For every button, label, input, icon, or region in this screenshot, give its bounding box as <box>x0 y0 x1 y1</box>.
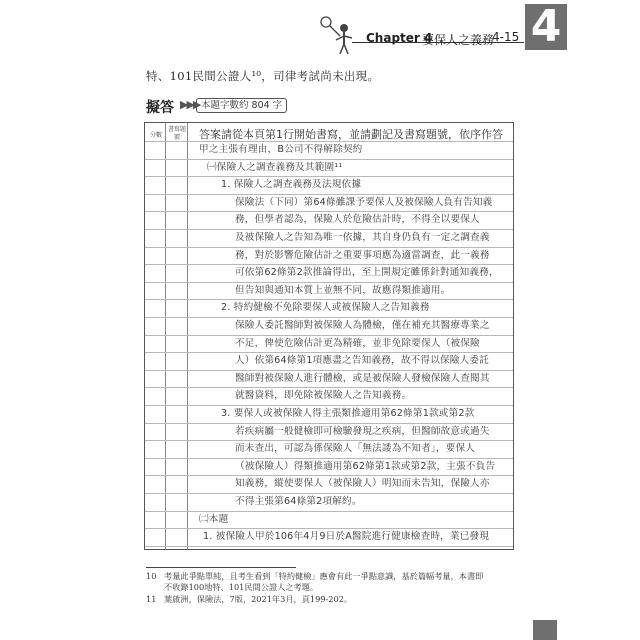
sheet-rule <box>145 317 513 318</box>
numbering-column-header: 書寫題號 <box>167 126 186 141</box>
header-figure-icon <box>314 10 360 56</box>
answer-line: 而未查出，可認為係保險人「無法諉為不知者」，要保人 <box>235 443 476 455</box>
answer-line: 保險人委託醫師對被保險人為體檢，僅在補充其醫療專業之 <box>235 320 490 331</box>
sheet-rule <box>145 440 513 441</box>
footnote-number: 10 <box>146 571 157 581</box>
footnote-text: 葉啟洲，保險法，7版，2021年3月，頁199-202。 <box>164 594 353 604</box>
sheet-rule <box>145 352 513 353</box>
answer-line: 可依第62條第2款推論得出，至上開規定雖係針對通知義務， <box>235 267 499 279</box>
answer-line: （被保險人）得類推適用第62條第1款或第2款，主張不負告 <box>235 460 496 472</box>
answer-line: 1. 被保險人甲於106年4月9日於A醫院進行健康檢查時，業已發現 <box>203 531 490 543</box>
answer-line: ㈡本題 <box>199 513 229 525</box>
answer-heading: 擬答 <box>146 100 174 116</box>
column-divider <box>187 123 188 549</box>
sheet-rule <box>145 282 513 283</box>
answer-line: 就醫資料，即免除被保險人之告知義務。 <box>235 390 412 402</box>
answer-line: 不足，俾使危險估計更為精確，並非免除要保人（被保險 <box>235 337 480 349</box>
footnote-rule <box>146 567 296 568</box>
sheet-rule <box>145 546 513 547</box>
answer-line: 甲之主張有理由，B公司不得解除契約 <box>199 144 363 155</box>
sheet-rule <box>145 194 513 195</box>
sheet-rule <box>145 176 513 177</box>
score-column-header: 分數 <box>149 132 162 139</box>
sheet-rule <box>145 211 513 212</box>
page-number: 4-15 <box>492 30 520 44</box>
page-corner-tab <box>533 620 557 640</box>
arrows-icon: ▶▶▶ <box>180 98 200 111</box>
sheet-rule <box>145 159 513 160</box>
sheet-rule <box>145 141 513 142</box>
answer-line: 但告知與通知本質上並無不同，故應得類推適用。 <box>235 284 451 296</box>
sheet-rule <box>145 493 513 494</box>
sheet-rule <box>145 475 513 476</box>
answer-line: 人）依第64條第1項應盡之告知義務，故不得以保險人委託 <box>235 355 489 367</box>
sheet-rule <box>145 423 513 424</box>
footnote-number: 11 <box>146 594 157 604</box>
sheet-rule <box>145 387 513 388</box>
sheet-rule <box>145 229 513 230</box>
sheet-rule <box>145 370 513 371</box>
column-divider <box>165 123 166 549</box>
answer-line: 若疾病屬一般健檢即可檢驗發現之疾病，但醫師故意或過失 <box>235 425 490 437</box>
answer-line: 不得主張第64條第2項解約。 <box>235 496 362 507</box>
answer-line: ㈠保險人之調查義務及其範圍¹¹ <box>207 161 343 173</box>
answer-line: 1. 保險人之調查義務及法規依據 <box>221 179 362 191</box>
answer-line: 及被保險人之告知為唯一依據，其自身仍負有一定之調查義 <box>235 232 490 243</box>
chapter-label: Chapter 4 <box>366 31 433 45</box>
sheet-rule <box>145 247 513 248</box>
sheet-rule <box>145 511 513 512</box>
intro-text: 特、101民間公證人¹⁰，司律考試尚未出現。 <box>146 69 380 83</box>
chapter-number-tab: 4 <box>525 4 567 50</box>
chapter-title: 要保人之義務 <box>422 33 495 47</box>
footnote-text: 不收錄100地特、101民間公證人之考題。 <box>164 582 319 592</box>
answer-line: 2. 特約健檢不免除要保人或被保險人之告知義務 <box>221 302 430 314</box>
answer-sheet <box>144 122 514 550</box>
sheet-rule <box>145 528 513 529</box>
sheet-rule <box>145 264 513 265</box>
sheet-rule <box>145 299 513 300</box>
answer-line: 務，但學者認為，保險人於危險估計時，不得全以要保人 <box>235 214 480 226</box>
answer-line: 3. 要保人或被保險人得主張類推適用第62條第1款或第2款 <box>221 408 475 419</box>
answer-line: 知義務，縱使要保人（被保險人）明知而未告知，保險人亦 <box>235 478 490 490</box>
word-count-badge: 本題字數約 804 字 <box>196 98 287 113</box>
footnote-text: 考量此爭點單純，且考生看到「特約健檢」應會有此一爭點意識，基於篇幅考量，本書即 <box>164 571 484 581</box>
sheet-instruction: 答案請從本頁第1行開始書寫，並請劃記及書寫題號，依序作答 <box>199 128 503 141</box>
answer-line: 保險法（下同）第64條雖課予要保人及被保險人負有告知義 <box>235 196 493 208</box>
sheet-rule <box>145 335 513 336</box>
sheet-rule <box>145 458 513 459</box>
sheet-rule <box>145 405 513 406</box>
answer-line: 務，對於影響危險估計之重要事項應為適當調查，此一義務 <box>235 249 490 261</box>
answer-line: 醫師對被保險人進行體檢，或是被保險人發檢保險人查閱其 <box>235 372 490 384</box>
